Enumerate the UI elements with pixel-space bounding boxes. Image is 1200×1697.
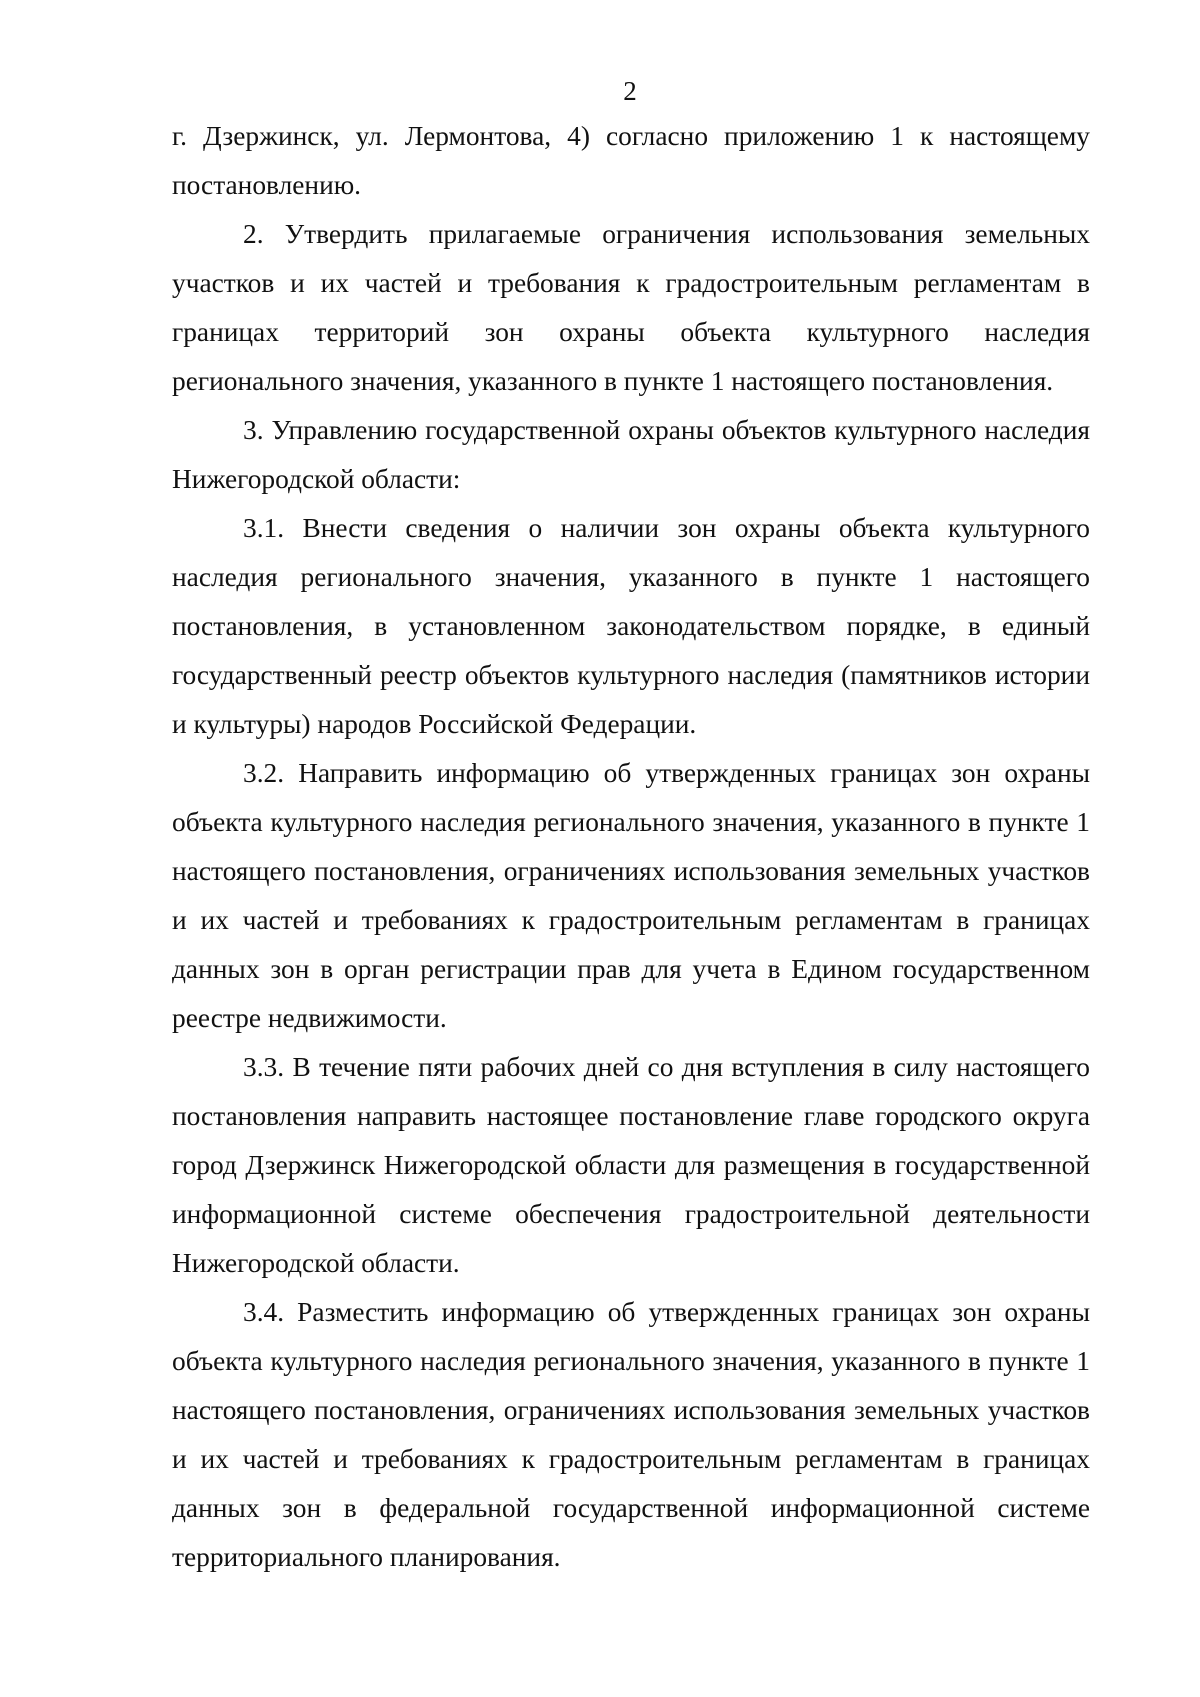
- paragraph-3-3: 3.3. В течение пяти рабочих дней со дня вступления в силу настоящего постановления направить настоящее постановление главе городского округа город Дзержинск Нижегородской области для размещения в государственной информационной системе обеспечения градостроительной деятельности Нижегородской области.: [172, 1052, 1090, 1278]
- paragraph-2: 2. Утвердить прилагаемые ограничения использования земельных участков и их частей и требования к градостроительным регламентам в границах территорий зон охраны объекта культурного наследия регионального значения, указанного в пункте 1 настоящего постановления.: [172, 219, 1090, 396]
- paragraph-3-2: 3.2. Направить информацию об утвержденных границах зон охраны объекта культурного наследия регионального значения, указанного в пункте 1 настоящего постановления, ограничениях использования земельных участков и их частей и требованиях к градостроительным регламентам в границах данных зон в орган регистрации прав для учета в Едином государственном реестре недвижимости.: [172, 758, 1090, 1033]
- paragraph-3-1: 3.1. Внести сведения о наличии зон охраны объекта культурного наследия регионального значения, указанного в пункте 1 настоящего постановления, в установленном законодательством порядке, в единый государственный реестр объектов культурного наследия (памятников истории и культуры) народов Российской Федерации.: [172, 513, 1090, 739]
- page-number: 2: [623, 76, 637, 106]
- paragraph-3-4: 3.4. Разместить информацию об утвержденных границах зон охраны объекта культурного наследия регионального значения, указанного в пункте 1 настоящего постановления, ограничениях использования земельных участков и их частей и требованиях к градостроительным регламентам в границах данных зон в федеральной государственной информационной системе территориального планирования.: [172, 1297, 1090, 1572]
- paragraph-3: 3. Управлению государственной охраны объектов культурного наследия Нижегородской области:: [172, 415, 1090, 494]
- paragraph-continuation: г. Дзержинск, ул. Лермонтова, 4) согласно приложению 1 к настоящему постановлению.: [172, 121, 1090, 200]
- document-body: [172, 112, 1090, 1582]
